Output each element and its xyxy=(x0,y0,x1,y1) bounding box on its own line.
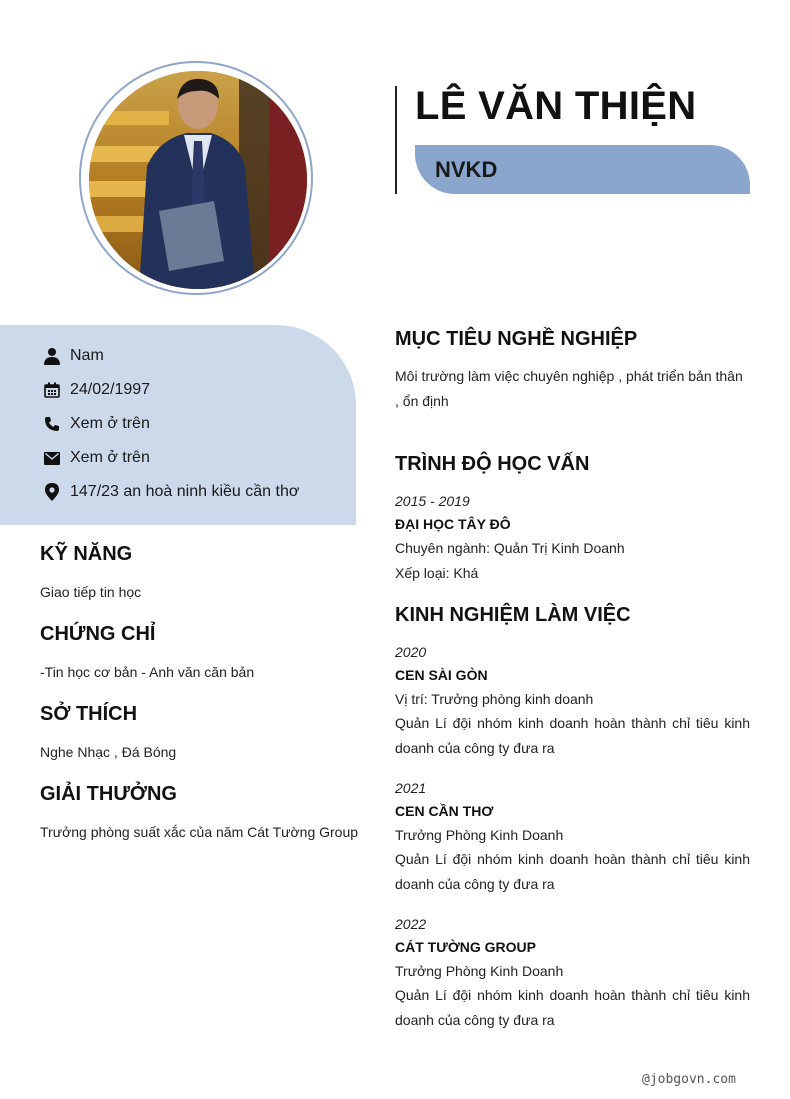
awards-text: Trưởng phòng suất xắc của năm Cát Tường Group xyxy=(40,824,359,840)
candidate-name: LÊ VĂN THIỆN xyxy=(415,84,697,128)
experience-description: Quản Lí đội nhóm kinh doanh hoàn thành chỉ tiêu kinh doanh của công ty đưa ra xyxy=(395,987,750,1028)
avatar xyxy=(89,71,307,289)
education-major: Chuyên ngành: Quản Trị Kinh Doanh xyxy=(395,540,625,556)
certificates-heading: CHỨNG CHỈ xyxy=(40,623,156,645)
awards-heading: GIẢI THƯỞNG xyxy=(40,783,177,805)
contact-gender xyxy=(42,344,104,368)
experience-company: CEN CẦN THƠ xyxy=(395,803,494,819)
hobbies-heading: SỞ THÍCH xyxy=(40,703,138,725)
phone-text: Xem ở trên xyxy=(70,415,150,432)
skills-text: Giao tiếp tin học xyxy=(40,584,142,600)
contact-email xyxy=(42,446,150,470)
job-title: NVKD xyxy=(435,157,498,182)
contact-address xyxy=(42,480,299,504)
phone-icon xyxy=(42,414,62,434)
objective-heading: MỤC TIÊU NGHỀ NGHIỆP xyxy=(395,328,638,350)
education-school: ĐẠI HỌC TÂY ĐÔ xyxy=(395,516,511,532)
education-grade: Xếp loại: Khá xyxy=(395,565,479,581)
experience-company: CEN SÀI GÒN xyxy=(395,667,488,683)
skills-heading: KỸ NĂNG xyxy=(40,543,133,565)
email-text: Xem ở trên xyxy=(70,449,150,466)
name-divider xyxy=(395,86,397,194)
experience-description: Quản Lí đội nhóm kinh doanh hoàn thành chỉ tiêu kinh doanh của công ty đưa ra xyxy=(395,851,750,892)
birthdate-text: 24/02/1997 xyxy=(70,381,151,398)
footer-watermark: @jobgovn.com xyxy=(642,1072,736,1087)
contact-phone xyxy=(42,412,150,436)
experience-position: Vị trí: Trưởng phòng kinh doanh xyxy=(395,691,594,707)
objective-text: Môi trường làm việc chuyên nghiệp , phát triển bản thân , ổn định xyxy=(395,368,743,409)
location-pin-icon xyxy=(42,482,62,502)
experience-year: 2020 xyxy=(395,644,427,660)
address-text: 147/23 an hoà ninh kiều cần thơ xyxy=(70,483,300,500)
education-period: 2015 - 2019 xyxy=(395,493,470,509)
education-heading: TRÌNH ĐỘ HỌC VẤN xyxy=(395,453,590,475)
calendar-icon xyxy=(42,380,62,400)
experience-description: Quản Lí đội nhóm kinh doanh hoàn thành chỉ tiêu kinh doanh của công ty đưa ra xyxy=(395,715,750,756)
experience-position: Trưởng Phòng Kinh Doanh xyxy=(395,963,564,979)
hobbies-text: Nghe Nhạc , Đá Bóng xyxy=(40,744,177,760)
experience-year: 2021 xyxy=(395,780,427,796)
profile-photo xyxy=(89,71,307,289)
experience-position: Trưởng Phòng Kinh Doanh xyxy=(395,827,564,843)
experience-company: CÁT TƯỜNG GROUP xyxy=(395,939,536,955)
gender-text: Nam xyxy=(70,347,104,364)
contact-birthdate xyxy=(42,378,150,402)
certificates-text: -Tin học cơ bản - Anh văn căn bản xyxy=(40,664,255,680)
mail-icon xyxy=(42,448,62,468)
person-icon xyxy=(42,346,62,366)
experience-heading: KINH NGHIỆM LÀM VIỆC xyxy=(395,604,631,626)
experience-year: 2022 xyxy=(395,916,427,932)
